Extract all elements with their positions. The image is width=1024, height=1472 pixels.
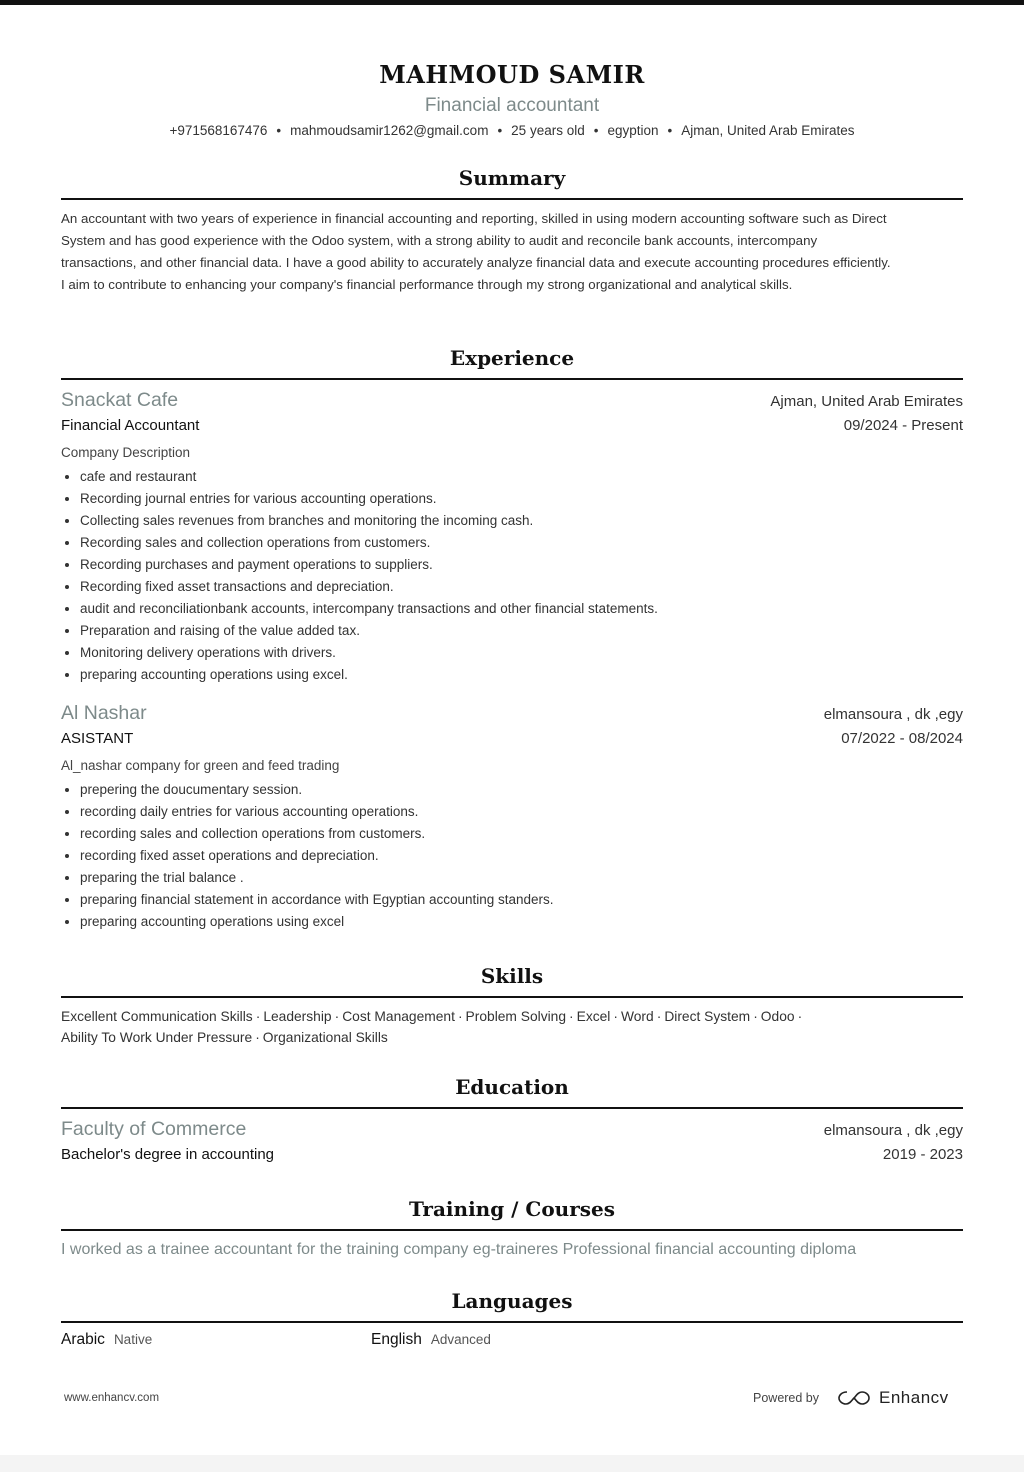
- contact-separator: •: [667, 123, 673, 138]
- company-description: Al_nashar company for green and feed trading: [61, 758, 340, 773]
- contact-separator: •: [276, 123, 282, 138]
- skill-item: Direct System: [664, 1009, 751, 1024]
- top-border: [0, 0, 1024, 5]
- company-description: Company Description: [61, 445, 191, 460]
- skill-separator: ·: [255, 1030, 260, 1045]
- section-title: Training / Courses: [409, 1197, 615, 1221]
- job-role: ASISTANT: [61, 730, 134, 747]
- training-text: I worked as a trainee accountant for the training company eg-traineres Professional financial accounting diploma: [61, 1241, 857, 1258]
- skill-item: Problem Solving: [465, 1009, 567, 1024]
- language-item: [371, 1331, 491, 1349]
- school-location: elmansoura , dk ,egy: [823, 1122, 963, 1139]
- contact-line: [61, 121, 963, 141]
- powered-by-label: Powered by: [753, 1391, 820, 1405]
- language-name: English: [371, 1331, 422, 1348]
- company-name: Snackat Cafe: [61, 389, 179, 411]
- job-location: elmansoura , dk ,egy: [823, 706, 963, 723]
- language-name: Arabic: [61, 1331, 105, 1348]
- contact-separator: •: [593, 123, 599, 138]
- section-divider: [61, 378, 963, 380]
- section-divider: [61, 996, 963, 998]
- languages-list: [61, 1331, 963, 1357]
- section-divider: [61, 198, 963, 200]
- nationality: egyption: [607, 123, 659, 138]
- resume-header: [61, 58, 963, 141]
- skill-item: Word: [620, 1009, 654, 1024]
- list-item: • Recording purchases and payment operations to suppliers.: [80, 554, 963, 576]
- section-title: Education: [455, 1075, 569, 1099]
- phone: +971568167476: [169, 123, 268, 138]
- language-item: [61, 1331, 152, 1349]
- list-item: • recording sales and collection operations from customers.: [80, 823, 963, 845]
- list-item: • cafe and restaurant: [80, 466, 963, 488]
- list-item: • Recording journal entries for various accounting operations.: [80, 488, 963, 510]
- languages-section: [61, 1287, 963, 1357]
- candidate-title: Financial accountant: [424, 95, 600, 116]
- section-title: Experience: [449, 346, 575, 370]
- list-item: • preparing accounting operations using excel: [80, 911, 963, 933]
- bottom-band: [0, 1455, 1024, 1472]
- list-item: • Preparation and raising of the value added tax.: [80, 620, 963, 642]
- company-name: Al Nashar: [61, 702, 147, 724]
- footer-powered-by: [753, 1388, 949, 1408]
- summary-section: [61, 164, 963, 296]
- footer-website[interactable]: www.enhancv.com: [64, 1392, 160, 1404]
- skill-item: Leadership: [263, 1009, 332, 1024]
- section-title: Summary: [458, 166, 566, 190]
- job-role: Financial Accountant: [61, 417, 200, 434]
- list-item: • prepering the doucumentary session.: [80, 779, 963, 801]
- email: mahmoudsamir1262@gmail.com: [290, 123, 489, 138]
- list-item: • preparing financial statement in accordance with Egyptian accounting standers.: [80, 889, 963, 911]
- section-divider: [61, 1107, 963, 1109]
- skills-list: [61, 1006, 861, 1048]
- skill-separator: ·: [613, 1009, 618, 1024]
- skill-item: Cost Management: [342, 1009, 455, 1024]
- degree: Bachelor's degree in accounting: [61, 1146, 275, 1163]
- skill-separator: ·: [457, 1009, 463, 1024]
- skill-item: Ability To Work Under Pressure: [61, 1030, 253, 1045]
- section-divider: [61, 1321, 963, 1323]
- enhancv-logo-icon: [837, 1389, 871, 1407]
- language-level: Advanced: [430, 1332, 491, 1347]
- contact-separator: •: [497, 123, 503, 138]
- school-name: Faculty of Commerce: [61, 1118, 247, 1140]
- training-section: [61, 1195, 963, 1261]
- section-title: Languages: [451, 1289, 573, 1313]
- skill-item: Organizational Skills: [262, 1030, 388, 1045]
- section-divider: [61, 1229, 963, 1231]
- skill-item: Odoo: [760, 1009, 795, 1024]
- job-entry: [61, 701, 963, 933]
- summary-text: An accountant with two years of experience in financial accounting and reporting, skilled in using modern accounting software such as Direct System and has good experience with the Odoo system, with a strong ability to audit and reconcile bank accounts, intercompany transactions, and other financial data. I have a good ability to accurately analyze financial data and execute accounting procedures efficiently. I aim to contribute to enhancing your company's financial performance through my strong organizational and analytical skills.: [61, 211, 891, 292]
- list-item: • preparing accounting operations using excel.: [80, 664, 963, 686]
- brand-name: Enhancv: [879, 1388, 949, 1407]
- job-bullets: [61, 466, 963, 686]
- language-level: Native: [113, 1332, 153, 1347]
- list-item: • Monitoring delivery operations with drivers.: [80, 642, 963, 664]
- skill-separator: ·: [753, 1009, 758, 1024]
- skills-section: [61, 962, 963, 1048]
- skill-separator: ·: [334, 1009, 340, 1024]
- list-item: • Recording fixed asset transactions and depreciation.: [80, 576, 963, 598]
- list-item: • Collecting sales revenues from branches and monitoring the incoming cash.: [80, 510, 963, 532]
- job-bullets: [61, 779, 963, 933]
- job-location: Ajman, United Arab Emirates: [770, 393, 963, 410]
- job-entry: [61, 388, 963, 686]
- skill-separator: ·: [797, 1009, 803, 1024]
- education-section: [61, 1073, 963, 1109]
- location: Ajman, United Arab Emirates: [681, 123, 855, 138]
- candidate-name: MAHMOUD SAMIR: [379, 60, 645, 89]
- list-item: • recording fixed asset operations and depreciation.: [80, 845, 963, 867]
- section-title: Skills: [480, 964, 544, 988]
- skill-separator: ·: [255, 1009, 261, 1024]
- age: 25 years old: [511, 123, 585, 138]
- education-dates: 2019 - 2023: [882, 1146, 963, 1163]
- skill-item: Excellent Communication Skills: [61, 1009, 253, 1024]
- experience-section: [61, 344, 963, 380]
- education-entry: [61, 1117, 963, 1167]
- skill-separator: ·: [569, 1009, 574, 1024]
- skill-item: Excel: [576, 1009, 611, 1024]
- list-item: • audit and reconciliationbank accounts, intercompany transactions and other financial statements.: [80, 598, 963, 620]
- skill-separator: ·: [656, 1009, 662, 1024]
- job-dates: 09/2024 - Present: [843, 417, 963, 434]
- job-dates: 07/2022 - 08/2024: [841, 730, 963, 747]
- list-item: • Recording sales and collection operations from customers.: [80, 532, 963, 554]
- list-item: • preparing the trial balance .: [80, 867, 963, 889]
- list-item: • recording daily entries for various accounting operations.: [80, 801, 963, 823]
